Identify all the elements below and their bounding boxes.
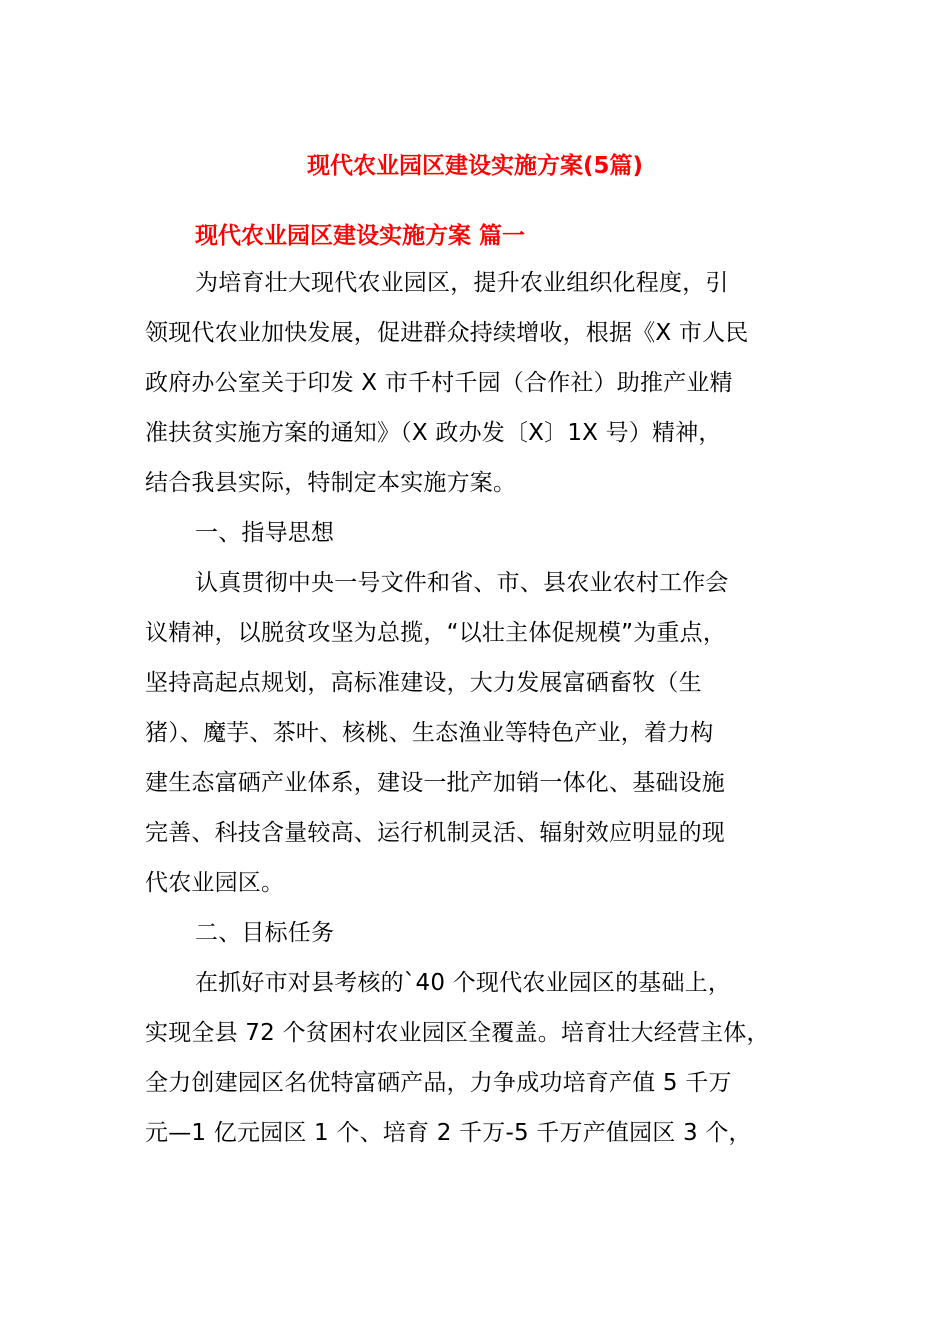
paragraph-objectives [145,958,835,1158]
text-line: 坚持高起点规划，高标准建设，大力发展富硒畜牧（生 [145,670,702,696]
text-line: 结合我县实际，特制定本实施方案。 [145,470,517,496]
heading-objectives [145,908,835,958]
text-line: 领现代农业加快发展，促进群众持续增收，根据《X 市人民 [145,320,749,346]
section-title: 现代农业园区建设实施方案 篇一 [195,223,526,249]
paragraph-guiding-ideology [145,558,835,908]
text-line: 二、目标任务 [195,920,335,946]
paragraph-intro [145,258,835,508]
text-line: 完善、科技含量较高、运行机制灵活、辐射效应明显的现 [145,820,725,846]
text-line: 为培育壮大现代农业园区，提升农业组织化程度，引 [195,270,729,296]
document-title: 现代农业园区建设实施方案(5篇) [306,153,644,179]
heading-guiding-ideology [145,508,835,558]
text-line: 代农业园区。 [145,870,285,896]
text-line: 实现全县 72 个贫困村农业园区全覆盖。培育壮大经营主体， [145,1020,770,1046]
text-line: 猪）、魔芋、茶叶、核桃、生态渔业等特色产业，着力构 [145,720,714,746]
text-line: 元—1 亿元园区 1 个、培育 2 千万-5 千万产值园区 3 个， [145,1120,752,1146]
text-line: 政府办公室关于印发 X 市千村千园（合作社）助推产业精 [145,370,733,396]
text-line: 建生态富硒产业体系，建设一批产加销一体化、基础设施 [145,770,725,796]
text-line: 认真贯彻中央一号文件和省、市、县农业农村工作会 [195,570,729,596]
text-line: 准扶贫实施方案的通知》（X 政办发〔X〕1X 号）精神， [145,420,722,446]
text-line: 全力创建园区名优特富硒产品，力争成功培育产值 5 千万 [145,1070,732,1096]
text-line: 在抓好市对县考核的`40 个现代农业园区的基础上， [195,970,732,996]
text-line: 一、指导思想 [195,520,335,546]
text-line: 议精神，以脱贫攻坚为总揽，“以壮主体促规模”为重点， [145,620,727,646]
